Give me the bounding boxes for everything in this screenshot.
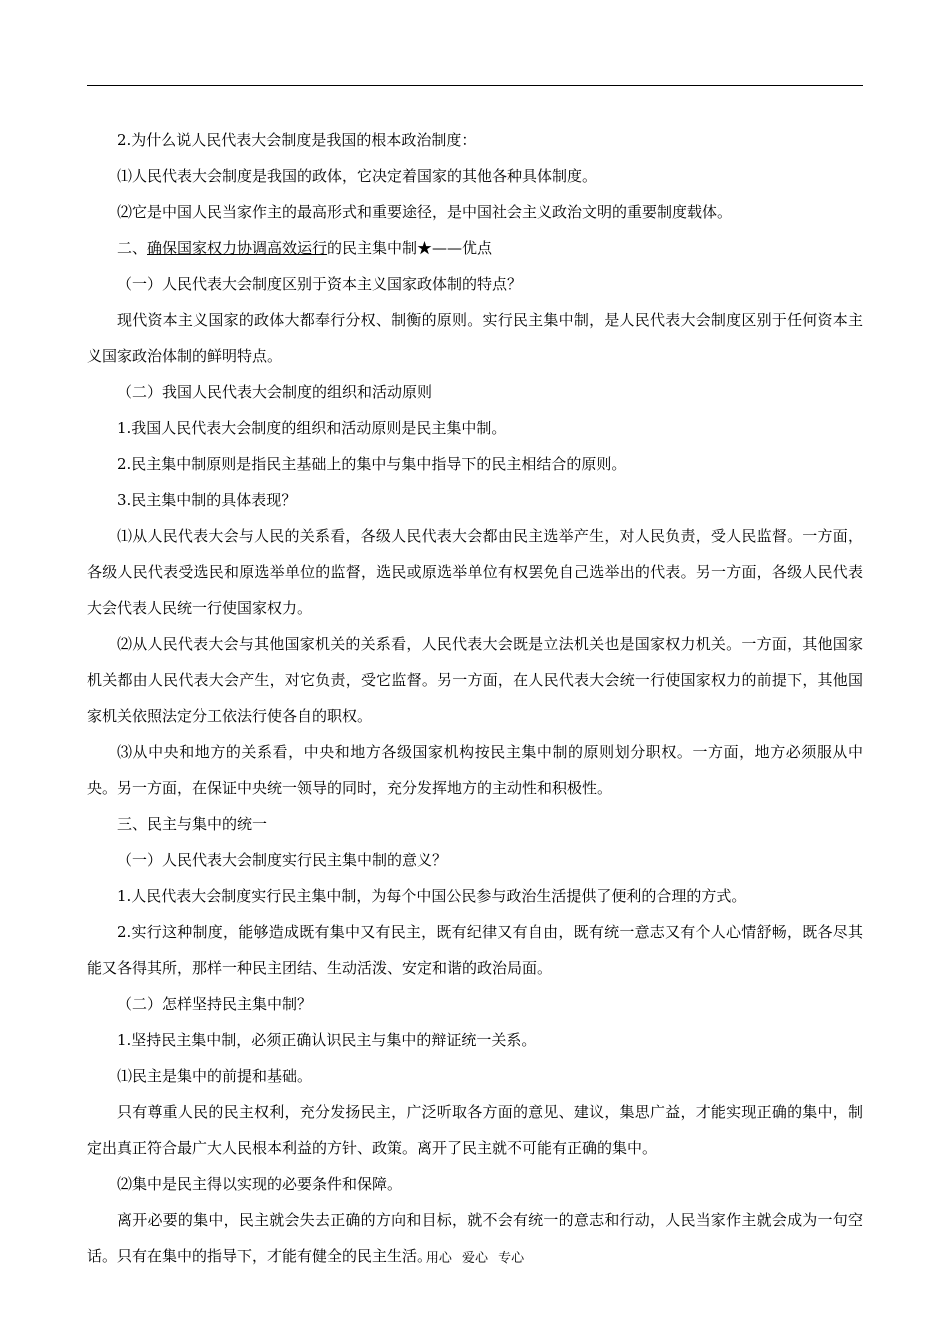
paragraph: 2.为什么说人民代表大会制度是我国的根本政治制度： [117, 131, 477, 149]
paragraph: 1.坚持民主集中制，必须正确认识民主与集中的辩证统一关系。 [117, 1031, 537, 1049]
paragraph: （一）人民代表大会制度区别于资本主义国家政体制的特点？ [117, 275, 523, 293]
document-body [87, 122, 863, 1274]
paragraph: ⑴民主是集中的前提和基础。 [117, 1067, 313, 1085]
paragraph: ⑶从中央和地方的关系看，中央和地方各级国家机构按民主集中制的原则划分职权。一方面，地方必须服从中央。另一方面，在保证中央统一领导的同时，充分发挥地方的主动性和积极性。 [87, 743, 863, 797]
page-footer: 用心 爱心 专心 [425, 1251, 525, 1266]
paragraph: （二）怎样坚持民主集中制？ [117, 995, 313, 1013]
paragraph: 1.人民代表大会制度实行民主集中制，为每个中国公民参与政治生活提供了便利的合理的方式。 [117, 887, 747, 905]
paragraph: 三、民主与集中的统一 [117, 815, 268, 833]
paragraph: 3.民主集中制的具体表现？ [117, 491, 297, 509]
paragraph: ⑴人民代表大会制度是我国的政体，它决定着国家的其他各种具体制度。 [117, 167, 598, 185]
paragraph: ⑴从人民代表大会与人民的关系看，各级人民代表大会都由民主选举产生，对人民负责，受人民监督。一方面，各级人民代表受选民和原选举单位的监督，选民或原选举单位有权罢免自己选举出的代表。另一方面，各级人民代表大会代表人民统一行使国家权力。 [87, 527, 863, 617]
section-heading [87, 230, 863, 266]
paragraph: 只有尊重人民的民主权利，充分发扬民主，广泛听取各方面的意见、建议，集思广益，才能实现正确的集中，制定出真正符合最广大人民根本利益的方针、政策。离开了民主就不可能有正确的集中。 [87, 1103, 863, 1157]
heading-suffix: 的民主集中制★——优点 [327, 239, 493, 257]
header-rule [87, 85, 863, 86]
paragraph: ⑵集中是民主得以实现的必要条件和保障。 [117, 1175, 403, 1193]
paragraph: 1.我国人民代表大会制度的组织和活动原则是民主集中制。 [117, 419, 507, 437]
paragraph: （二）我国人民代表大会制度的组织和活动原则 [117, 383, 433, 401]
paragraph: （一）人民代表大会制度实行民主集中制的意义？ [117, 851, 448, 869]
paragraph: ⑵从人民代表大会与其他国家机关的关系看，人民代表大会既是立法机关也是国家权力机关。一方面，其他国家机关都由人民代表大会产生，对它负责，受它监督。另一方面，在人民代表大会统一行使国家权力的前提下，其他国家机关依照法定分工依法行使各自的职权。 [87, 635, 863, 725]
paragraph: 离开必要的集中，民主就会失去正确的方向和目标，就不会有统一的意志和行动，人民当家作主就会成为一句空话。只有在集中的指导下，才能有健全的民主生活。 [87, 1211, 863, 1265]
paragraph: 2.实行这种制度，能够造成既有集中又有民主，既有纪律又有自由，既有统一意志又有个人心情舒畅，既各尽其能又各得其所，那样一种民主团结、生动活泼、安定和谐的政治局面。 [87, 923, 863, 977]
paragraph: 现代资本主义国家的政体大都奉行分权、制衡的原则。实行民主集中制，是人民代表大会制度区别于任何资本主义国家政治体制的鲜明特点。 [87, 311, 863, 365]
paragraph: 2.民主集中制原则是指民主基础上的集中与集中指导下的民主相结合的原则。 [117, 455, 627, 473]
heading-underlined: 确保国家权力协调高效运行 [147, 239, 328, 257]
paragraph: ⑵它是中国人民当家作主的最高形式和重要途径，是中国社会主义政治文明的重要制度载体。 [117, 203, 733, 221]
heading-prefix: 二、 [117, 239, 148, 257]
